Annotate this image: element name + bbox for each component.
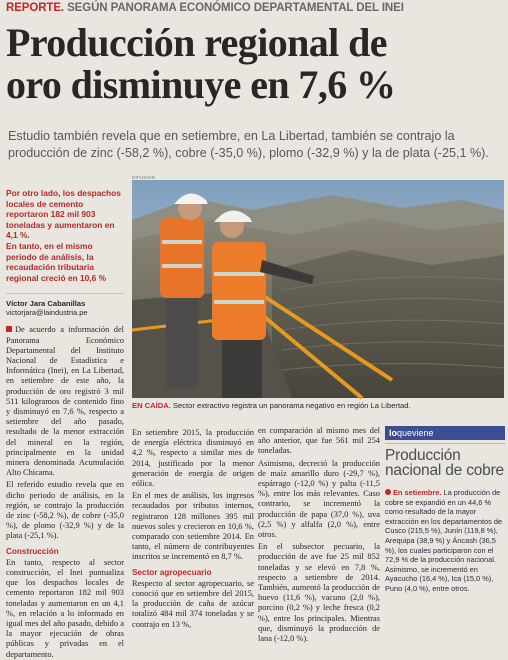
headline-line-1: Producción regional de xyxy=(6,20,387,65)
caption-lead: EN CAÍDA. xyxy=(132,401,171,410)
sidebar-divider xyxy=(385,443,505,444)
col2-paragraph-2: En el mes de análisis, los ingresos recaudados por tributos internos, registraron 128 millones 395 mil nuevos soles y crecieron en 10,6 %, comparado con setiembre 2014. En tanto, el número de contribuyentes inscritos se incrementó en 8,7 %. xyxy=(132,491,254,562)
col3-paragraph-1: en comparación al mismo mes del año anterior, que fue 561 mil 254 toneladas. xyxy=(258,426,380,456)
photo-illustration xyxy=(132,180,504,398)
article-body-col3 xyxy=(258,426,380,644)
headline xyxy=(6,22,506,106)
author-email[interactable]: victorjara@laindustria.pe xyxy=(6,308,88,318)
photo-credit: DIFUSIÓN xyxy=(132,175,156,180)
col1-paragraph-3: En tanto, respecto al sector construcción, el Inei puntualiza que los despachos locales de cemento reportaron 182 mil 903 toneladas y aumentaron en un 4,1 %, en relación a lo informado en igual mes del año pasado, debido a la mayor ejecución de obras públicas y privadas en el departamento. xyxy=(6,557,124,659)
headline-line-2: oro disminuye en 7,6 % xyxy=(6,62,396,107)
deck: Estudio también revela que en setiembre, en La Libertad, también se contrajo la producción de zinc (-58,2 %), cobre (-35,0 %), plomo (-32,9 %) y la de plata (-25,1 %). xyxy=(8,129,489,160)
sidebar-tag-rest: queviene xyxy=(397,428,434,438)
sidebar-lo-que-viene xyxy=(385,426,505,640)
summary-paragraph-1: Por otro lado, los despachos locales de cemento reportaron 182 mil 903 toneladas y aumentaron en 4,1 %. xyxy=(6,188,121,241)
kicker-text: SEGÚN PANORAMA ECONÓMICO DEPARTAMENTAL DEL INEI xyxy=(67,2,404,14)
mining-photo xyxy=(132,180,504,398)
col3-paragraph-3: En el subsector pecuario, la producción de ave fue 25 mil 852 toneladas y se elevó en 7,8 %, respecto a setiembre de 2014. También, aumentó la producción de huevo (11,6 %), vacuno (2,0 %), porcino (0,2 %) y leche fresca (0,2 %), entre los principales. Mientras que, disminuyó la producción de lana (-12,0 %). xyxy=(258,542,380,644)
subhead-construccion: Construcción xyxy=(6,546,59,556)
sidebar-text: La producción de cobre se expandió en un 44,6 % como resultado de la mayor extracción en los departamentos de Cusco (215,5 %), Junín (119,8 %), Arequipa (38,9 %) y Áncash (36,5 %), los cuales participaron con el 72,9 % de la producción nacional. Asimismo, se incrementó en Ayacucho (16,4 %), Ica (15,0 %), Puno (4,0 %), entre otros. xyxy=(385,488,503,593)
col1-paragraph-1: De acuerdo a información del Panorama Económico Departamental del Instituto Nacional de Estadística e Informática (Inei), en La Libertad, en setiembre de este año, la producción de oro registró 3 mil 511 kilogramos de contenido fino y disminuyó en 7,6 %, respecto a setiembre del año pasado, resultado de la menor extracción del mineral en la región, principalmente en la unidad minera denominada Acumulación Alto Chicama. xyxy=(6,325,124,478)
caption-text: Sector extractivo registra un panorama negativo en región La Libertad. xyxy=(172,401,411,410)
article-body-col1 xyxy=(6,325,124,660)
start-square-icon xyxy=(6,326,12,332)
byline xyxy=(6,293,124,317)
col2-paragraph-3: Respecto al sector agropecuario, se conoció que en setiembre del 2015, la producción de caña de azúcar totalizó 484 mil 374 toneladas y se contrajo en 13 %, xyxy=(132,578,254,629)
summary-box xyxy=(6,188,124,283)
sidebar-tag xyxy=(385,426,505,440)
sidebar-lead: En setiembre. xyxy=(393,488,442,497)
bullet-dot-icon xyxy=(385,489,391,495)
col1-paragraph-2: El referido estudio revela que en dicho periodo de análisis, en la región, se contrajo la producción de zinc (-58,2 %), de cobre (-35,0 %), de plomo (-32,9 %) y de la plata (-25,1 %). xyxy=(6,480,124,541)
kicker xyxy=(6,2,506,18)
sidebar-tag-bold: lo xyxy=(389,428,397,438)
col3-paragraph-2: Asimismo, decreció la producción de maíz amarillo duro (-29,7 %), espárrago (-12,0 %) y palta (-11,5 %), entre los más relevantes. Caso contrario, se incrementó la producción de papa (37,0 %), uva (2,5 %) y alfalfa (2,0 %), entre otros. xyxy=(258,458,380,540)
col2-paragraph-1: En setiembre 2015, la producción de energía eléctrica disminuyó en 4,2 %, respecto a similar mes de 2014, justificado por la menor generación de energía de origen eólica. xyxy=(132,428,254,489)
sidebar-title: Producción nacional de cobre xyxy=(385,447,504,479)
summary-paragraph-2: En tanto, en el mismo periodo de análisis, la recaudación tributaria regional creció en 10,6 % xyxy=(6,240,107,283)
subhead-agropecuario: Sector agropecuario xyxy=(132,567,212,577)
sidebar-body xyxy=(385,488,505,594)
author-name: Víctor Jara Cabanillas xyxy=(6,299,86,309)
kicker-section: REPORTE. xyxy=(6,2,64,14)
article-body-col2 xyxy=(132,428,254,630)
left-column xyxy=(6,188,124,660)
photo-caption xyxy=(132,401,504,410)
